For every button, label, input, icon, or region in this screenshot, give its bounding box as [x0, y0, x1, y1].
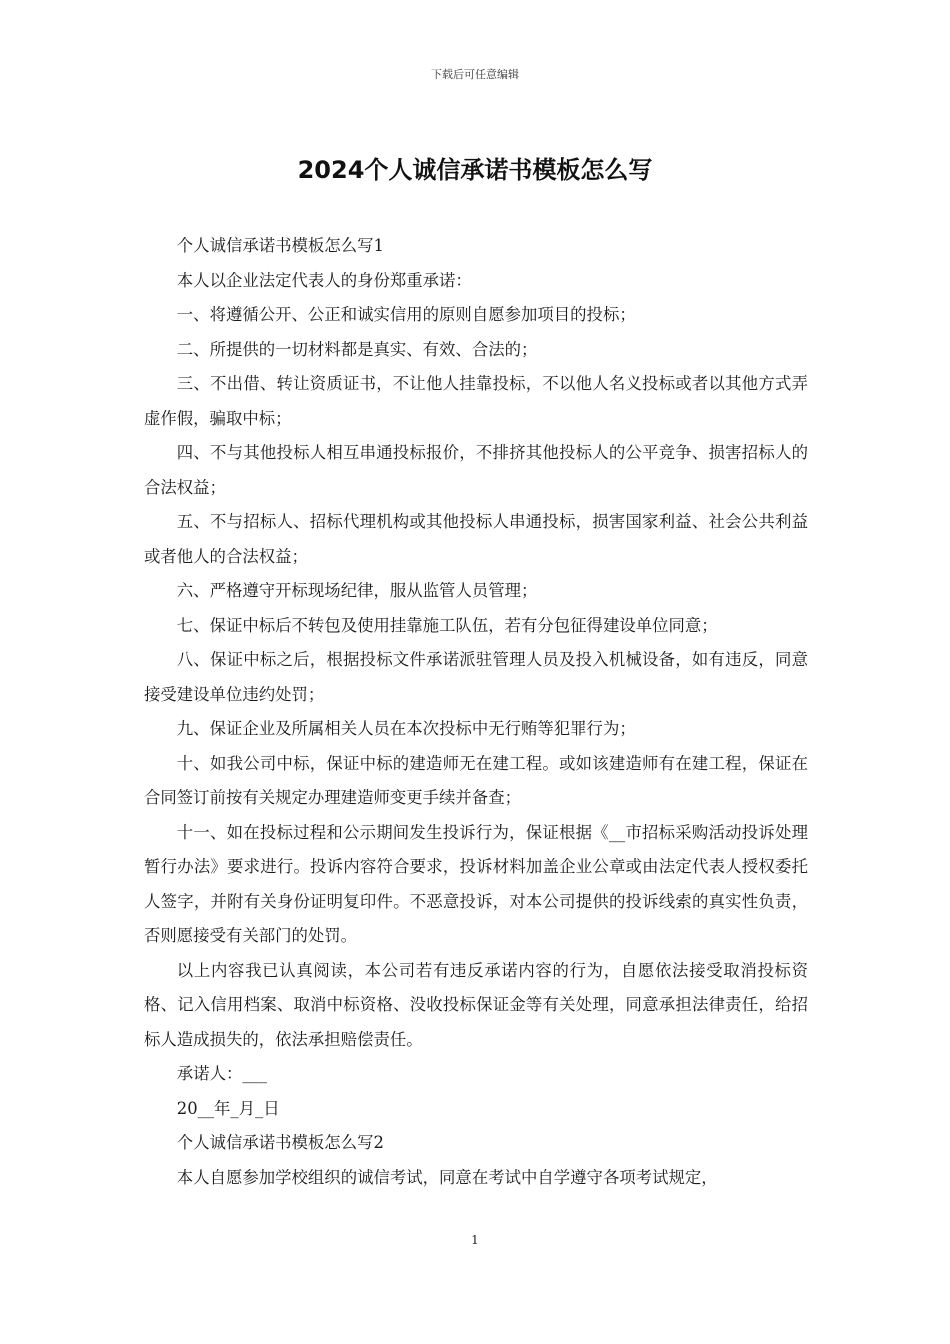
paragraph: 三、不出借、转让资质证书，不让他人挂靠投标，不以他人名义投标或者以其他方式弄虚作假，骗取中标； [144, 374, 808, 428]
paragraph: 九、保证企业及所属相关人员在本次投标中无行贿等犯罪行为； [176, 719, 636, 738]
page-number: 1 [471, 1233, 479, 1247]
paragraph: 七、保证中标后不转包及使用挂靠施工队伍，若有分包征得建设单位同意； [176, 615, 718, 635]
paragraph: 十、如我公司中标，保证中标的建造师无在建工程。或如该建造师有在建工程，保证在合同签订前按有关规定办理建造师变更手续并备查； [144, 753, 808, 807]
paragraph: 四、不与其他投标人相互串通投标报价，不排挤其他投标人的公平竞争、损害招标人的合法权益； [144, 443, 808, 497]
header-note: 下载后可任意编辑 [431, 68, 519, 81]
paragraph: 以上内容我已认真阅读，本公司若有违反承诺内容的行为，自愿依法接受取消投标资格、记入信用档案、取消中标资格、没收投标保证金等有关处理，同意承担法律责任，给招标人造成损失的，依法承担赔偿责任。 [144, 960, 808, 1049]
paragraph: 二、所提供的一切材料都是真实、有效、合法的； [176, 339, 538, 359]
section-heading: 个人诚信承诺书模板怎么写2 [176, 1133, 384, 1152]
date-line: 20__年_月_日 [176, 1098, 280, 1118]
paragraph: 八、保证中标之后，根据投标文件承诺派驻管理人员及投入机械设备，如有违反，同意接受建设单位违约处罚； [144, 650, 808, 704]
document-body [144, 229, 808, 1195]
paragraph: 五、不与招标人、招标代理机构或其他投标人串通投标，损害国家利益、社会公共利益或者他人的合法权益； [144, 512, 808, 566]
section-heading: 个人诚信承诺书模板怎么写1 [176, 236, 384, 255]
paragraph: 一、将遵循公开、公正和诚实信用的原则自愿参加项目的投标； [176, 305, 636, 324]
signature-line: 承诺人：___ [176, 1064, 267, 1083]
paragraph: 本人自愿参加学校组织的诚信考试，同意在考试中自学遵守各项考试规定， [176, 1167, 718, 1187]
document-title: 2024个人诚信承诺书模板怎么写 [297, 156, 653, 184]
paragraph: 六、严格遵守开标现场纪律，服从监管人员管理； [176, 581, 538, 600]
paragraph: 十一、如在投标过程和公示期间发生投诉行为，保证根据《__市招标采购活动投诉处理暂行办法》要求进行。投诉内容符合要求，投诉材料加盖企业公章或由法定代表人授权委托人签字，并附有关身份证明复印件。不恶意投诉，对本公司提供的投诉线索的真实性负责，否则愿接受有关部门的处罚。 [144, 822, 808, 945]
paragraph: 本人以企业法定代表人的身份郑重承诺： [176, 270, 472, 290]
